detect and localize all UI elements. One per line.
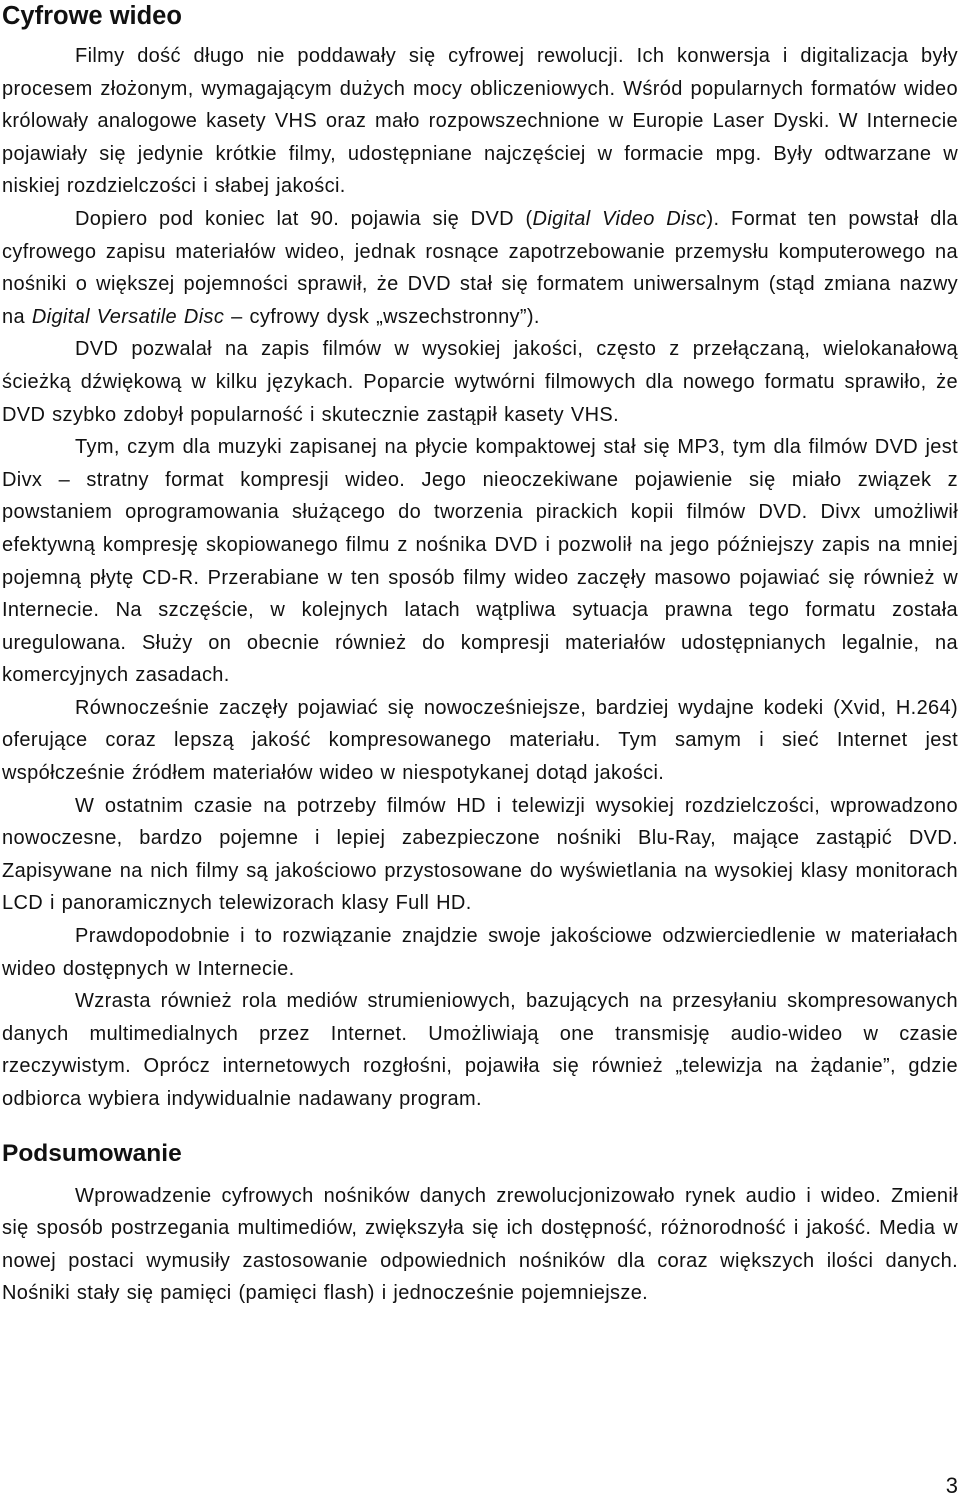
page-number: 3 [945,1473,958,1498]
paragraph-intro [2,40,958,203]
section-heading-cyfrowe-wideo: Cyfrowe wideo [2,2,182,30]
paragraph-intro-text: Filmy dość długo nie poddawały się cyfrowej rewolucji. Ich konwersja i digitalizacja były procesem złożonym, wymagającym dużych mocy obliczeniowych. Wśród popularnych formatów wideo królowały analogowe kasety VHS oraz mało rozpowszechnione w Europie Laser Dyski. W Internecie pojawiały się jedynie krótkie filmy, udostępniane najczęściej w formacie mpg. Były odtwarzane w niskiej rozdzielczości i słabej jakości. [2,45,958,198]
section-heading-podsumowanie: Podsumowanie [2,1139,182,1167]
paragraph-dvd-italic-video-disc: Digital Video Disc [532,207,707,230]
paragraph-dvd-italic-versatile-disc: Digital Versatile Disc [31,305,225,328]
paragraph-dvd-quality: DVD pozwalał na zapis filmów w wysokiej jakości, często z przełączaną, wielokanałową ścieżką dźwiękową w kilku językach. Poparcie wytwórni filmowych dla nowego formatu sprawiło, że DVD szybko zdobył popularność i skutecznie zastąpił kasety VHS. [2,338,958,426]
paragraph-dvd-text-c: ). Format ten powstał dla cyfrowego zapisu materiałów wideo, jednak rosnące zapotrzebowanie przemysłu komputerowego na nośniki o większej pojemności sprawił, że DVD stał się formatem uniwersalnym (stąd zmiana nazwy na [2,207,958,328]
paragraph-internet-quality: Prawdopodobnie i to rozwiązanie znajdzie swoje jakościowe odzwierciedlenie w materiałach wideo dostępnych w Internecie. [2,925,958,980]
paragraph-divx: Tym, czym dla muzyki zapisanej na płycie kompaktowej stał się MP3, tym dla filmów DVD jest Divx – stratny format kompresji wideo. Jego nieoczekiwane pojawienie się miało związek z powstaniem oprogramowania służącego do tworzenia pirackich kopii filmów DVD. Divx umożliwił efektywną kompresję skopiowanego filmu z nośnika DVD i pozwolił na jego późniejszy zapis na mniej pojemną płytę CD-R. Przerabiane w ten sposób filmy wideo zaczęły masowo pojawiać się również w Internecie. Na szczęście, w kolejnych latach wątpliwa sytuacja prawna tego formatu została uregulowana. Służy on obecnie również do kompresji materiałów udostępnianych legalnie, na komercyjnych zasadach. [2,436,958,687]
paragraph-dvd [2,203,958,333]
paragraph-streaming: Wzrasta również rola mediów strumieniowych, bazujących na przesyłaniu skompresowanych danych multimedialnych przez Internet. Umożliwiają one transmisję audio-wideo w czasie rzeczywistym. Oprócz internetowych rozgłośni, pojawiła się również „telewizja na żądanie”, gdzie odbiorca wybiera indywidualnie nadawany program. [2,990,958,1110]
paragraph-dvd-text-a: Dopiero pod koniec lat 90. pojawia się DVD ( [75,207,533,230]
paragraph-dvd-text-e: – cyfrowy dysk „wszechstronny”). [224,305,540,328]
paragraph-summary: Wprowadzenie cyfrowych nośników danych zrewolucjonizowało rynek audio i wideo. Zmienił się sposób postrzegania multimediów, zwiększyła się ich dostępność, różnorodność i jakość. Media w nowej postaci wymusiły zastosowanie odpowiednich nośników dla coraz większych ilości danych. Nośniki stały się pamięci (pamięci flash) i jednocześnie pojemniejsze. [2,1184,958,1305]
document-content [2,0,958,1310]
paragraph-codecs: Równocześnie zaczęły pojawiać się nowocześniejsze, bardziej wydajne kodeki (Xvid, H.264) oferujące coraz lepszą jakość kompresowanego materiału. Tym samym i sieć Internet jest współcześnie źródłem materiałów wideo w niespotykanej dotąd jakości. [2,696,958,785]
paragraph-blu-ray: W ostatnim czasie na potrzeby filmów HD i telewizji wysokiej rozdzielczości, wprowadzono nowoczesne, bardzo pojemne i lepiej zabezpieczone nośniki Blu-Ray, mające zastąpić DVD. Zapisywane na nich filmy są jakościowo przystosowane do wyświetlania na wysokiej klasy monitorach LCD i panoramicznych telewizorach klasy Full HD. [2,794,958,915]
